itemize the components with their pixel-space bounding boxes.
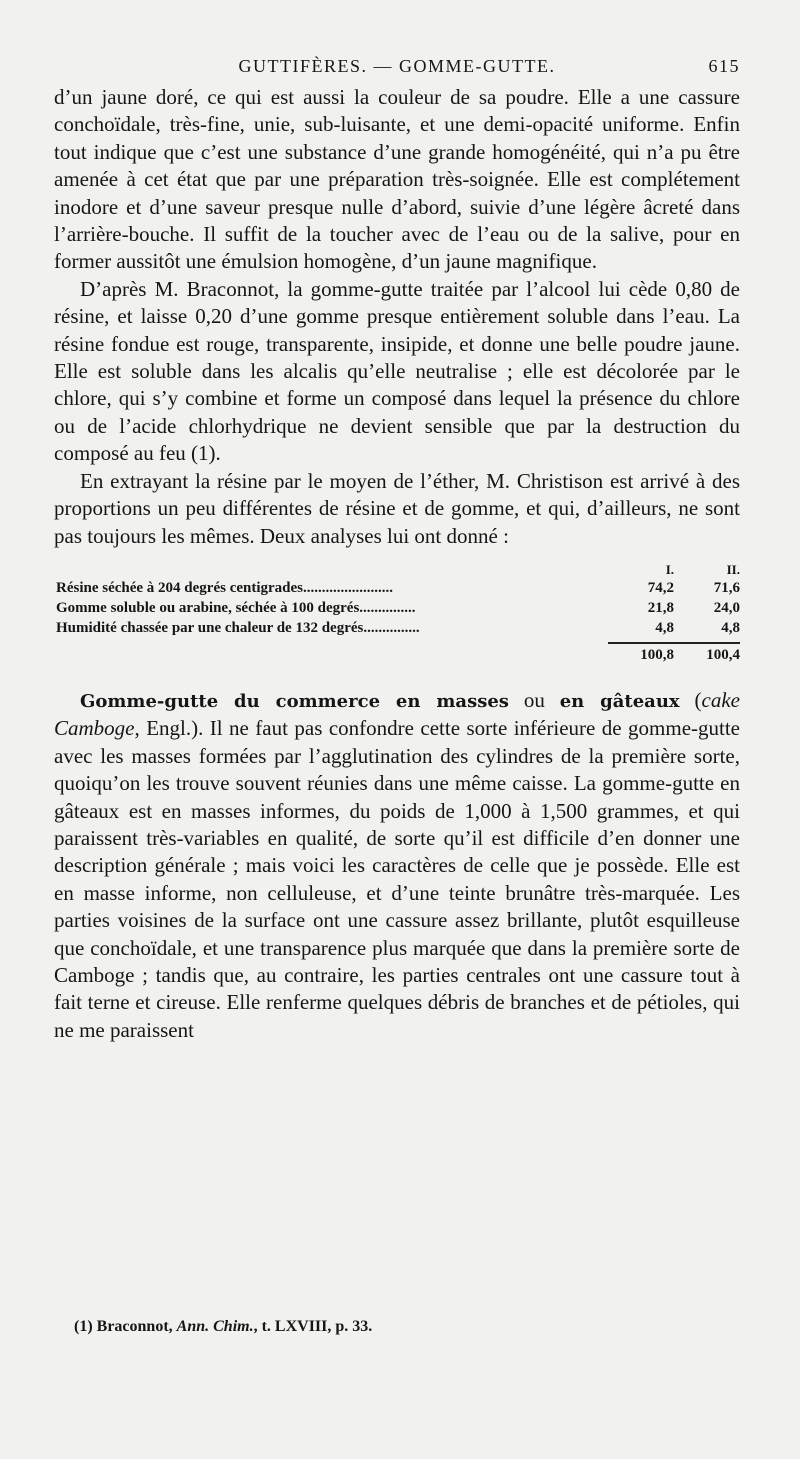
- table-total-row: [54, 642, 740, 665]
- paren-open: (: [679, 687, 702, 712]
- row-value-2: 71,6: [713, 579, 740, 596]
- page: [54, 52, 740, 1044]
- paragraph-3: En extrayant la résine par le moyen de l’éther, M. Christison est arrivé à des proportions un peu différentes de résine et de gomme, et qui, d’ailleurs, ne sont pas toujours les mêmes. Deux analyses lui ont donné :: [54, 468, 740, 548]
- row-label: Humidité chassée par une chaleur de 132 degrés...............: [56, 619, 420, 636]
- table-row: [54, 578, 740, 598]
- paragraph-1: d’un jaune doré, ce qui est aussi la couleur de sa poudre. Elle a une cassure conchoïdale, très-fine, unie, sub-luisante, et une demi-opacité uniforme. Enfin tout indique que c’est une substance d’une grande homogénéité, qui n’a pu être amenée à cet état que par une préparation très-soignée. Elle est complétement inodore et d’une saveur presque nulle d’abord, suivie d’une légère âcreté dans l’arrière-bouche. Il suffit de la toucher avec de l’eau ou de la salive, pour en former aussitôt une émulsion homogène, d’un jaune magnifique.: [54, 85, 740, 274]
- table-row: [54, 598, 740, 618]
- page-number: 615: [708, 56, 740, 76]
- running-title: GUTTIFÈRES. — GOMME-GUTTE.: [238, 56, 556, 76]
- heading-conjunction: ou: [508, 687, 560, 712]
- table-row: [54, 618, 740, 638]
- paragraph-2: D’après M. Braconnot, la gomme-gutte traitée par l’alcool lui cède 0,80 de résine, et laisse 0,20 d’une gomme presque entièrement soluble dans l’eau. La résine fondue est rouge, transparente, insipide, et donne une belle poudre jaune. Elle est soluble dans les alcalis qu’elle neutralise ; elle est décolorée par le chlore, qui s’y combine et forme un composé dans lequel la présence du chlore ou de l’acide chlorhydrique ne devient sensible que par la destruction du composé au feu (1).: [54, 276, 740, 466]
- row-value-2: 24,0: [713, 599, 740, 616]
- running-header: [54, 52, 740, 84]
- analysis-table: [54, 560, 740, 665]
- row-value-1: 21,8: [647, 599, 674, 616]
- table-header: [54, 560, 740, 578]
- paragraph-4-body: , Engl.). Il ne faut pas confondre cette sorte inférieure de gomme-gutte avec les masses formées par l’agglutination des cylindres de la première sorte, quoiqu’on les trouve souvent réunies dans une même caisse. La gomme-gutte en gâteaux est en masses informes, du poids de 1,000 à 1,500 grammes, et qui paraissent très-variables en qualité, de sorte qu’il est difficile d’en donner une description générale ; mais voici les caractères de celle que je possède. Elle est en masse informe, non celluleuse, et d’une teinte brunâtre très-marquée. Les parties voisines de la surface ont une cassure assez brillante, plutôt esquilleuse que conchoïdale, et une transparence plus marquée que dans la première sorte de Camboge ; tandis que, au contraire, les parties centrales ont une cassure tout à fait terne et cireuse. Elle renferme quelques débris de branches et de pétioles, qui ne me paraissent: [54, 716, 740, 1042]
- row-value-2: 4,8: [721, 619, 740, 636]
- total-value-1: 100,8: [608, 642, 674, 665]
- section-heading-alt: en gâteaux: [559, 690, 680, 712]
- row-label: Gomme soluble ou arabine, séchée à 100 degrés...............: [56, 599, 416, 616]
- footnote-prefix: (1) Braconnot,: [74, 1318, 177, 1335]
- section-heading: Gomme-gutte du commerce en masses: [80, 690, 509, 712]
- row-value-1: 74,2: [647, 579, 674, 596]
- english-name: cake Camboge: [54, 687, 740, 741]
- footnote: [74, 1318, 372, 1336]
- paragraph-4: [54, 687, 740, 1044]
- column-head-2: II.: [726, 561, 740, 577]
- column-head-1: I.: [665, 561, 674, 577]
- total-value-2: 100,4: [674, 642, 740, 665]
- footnote-suffix: , t. LXVIII, p. 33.: [253, 1318, 373, 1335]
- row-label: Résine séchée à 204 degrés centigrades........................: [56, 579, 394, 596]
- footnote-journal: Ann. Chim.: [176, 1318, 254, 1335]
- row-value-1: 4,8: [655, 619, 674, 636]
